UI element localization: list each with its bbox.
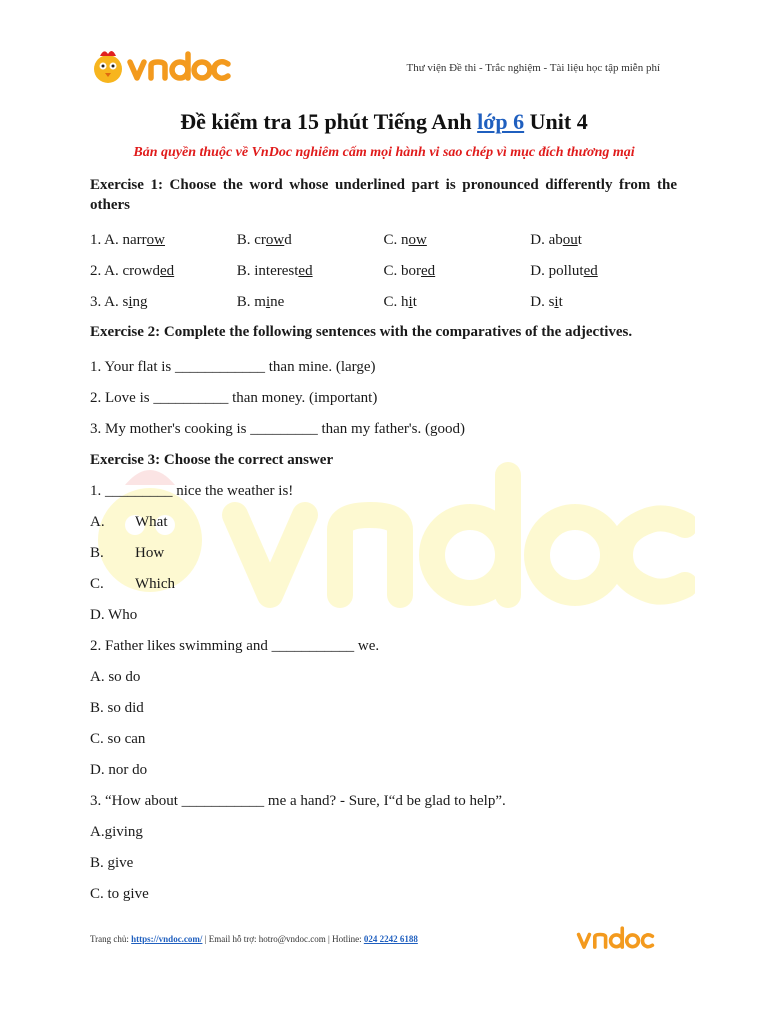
exercise1-option: B. interested: [236, 263, 313, 279]
vndoc-logo[interactable]: [90, 42, 240, 92]
exercise1-option: 3. A. sing: [90, 294, 148, 310]
exercise1-row: [90, 287, 677, 318]
page-title: [0, 109, 768, 135]
exercise1-option: C. now: [383, 232, 427, 248]
question-2: 2. Father likes swimming and ___________ we.: [90, 638, 380, 654]
question-2-option: B. so did: [90, 700, 144, 716]
title-part2: Unit 4: [524, 109, 588, 134]
exercise1-option: 2. A. crowded: [90, 263, 175, 279]
exercise1-row: [90, 256, 677, 287]
exercise3-title: Exercise 3: Choose the correct answer: [90, 452, 334, 468]
exercise2-sentence: 1. Your flat is ____________ than mine. (large): [90, 359, 376, 375]
page-header: [90, 42, 690, 102]
footer-vndoc-logo[interactable]: [575, 924, 665, 954]
grade-link[interactable]: lớp 6: [477, 109, 525, 134]
exercise1-option: D. about: [530, 232, 582, 248]
exercise2-sentence: 2. Love is __________ than money. (important): [90, 390, 378, 406]
copyright-notice: Bản quyền thuộc về VnDoc nghiêm cấm mọi hành vi sao chép vì mục đích thương mại: [133, 145, 635, 160]
exercise1-option: D. polluted: [530, 263, 598, 279]
question-2-option: D. nor do: [90, 762, 148, 778]
exercise1-option: C. hit: [383, 294, 417, 310]
exercise2-sentence: 3. My mother's cooking is _________ than my father's. (good): [90, 421, 465, 437]
question-2-option: C. so can: [90, 731, 146, 747]
title-part1: Đề kiểm tra 15 phút Tiếng Anh: [180, 109, 478, 134]
exercise1-option: 1. A. narrow: [90, 232, 165, 248]
question-1-option: C. Which: [90, 576, 175, 592]
exercise1-option: B. crowd: [236, 232, 292, 248]
exercise1-table: [90, 225, 677, 318]
header-tagline: Thư viện Đề thi - Trắc nghiệm - Tài liệu học tập miễn phí: [406, 62, 660, 74]
question-1: 1. _________ nice the weather is!: [90, 483, 294, 499]
exercise1-option: C. bored: [383, 263, 436, 279]
exercise1-row: [90, 225, 677, 256]
question-1-option: A. What: [90, 514, 168, 530]
exercise2-title: Exercise 2: Complete the following sentences with the comparatives of the adjectives.: [90, 324, 633, 340]
question-3-option: B. give: [90, 855, 134, 871]
mascot-icon: [94, 51, 122, 83]
logo-text: [130, 54, 228, 78]
home-link[interactable]: https://vndoc.com/: [131, 934, 203, 944]
question-2-option: A. so do: [90, 669, 141, 685]
worksheet-content: [90, 175, 677, 910]
question-3-option: C. to give: [90, 886, 149, 902]
exercise1-option: D. sit: [530, 294, 563, 310]
question-3: 3. “How about ___________ me a hand? - Sure, I“d be glad to help”.: [90, 793, 506, 809]
exercise1-option: B. mine: [236, 294, 285, 310]
question-3-option: A.giving: [90, 824, 143, 840]
question-1-option: D. Who: [90, 607, 138, 623]
footer-text: Trang chủ: https://vndoc.com/ | Email hỗ trợ: hotro@vndoc.com | Hotline: 024 2242 6188: [90, 934, 418, 944]
hotline-link[interactable]: 024 2242 6188: [363, 934, 418, 944]
page-footer: [90, 930, 690, 954]
exercise1-title: Exercise 1: Choose the word whose underlined part is pronounced differently from the others: [90, 177, 677, 213]
question-1-option: B. How: [90, 545, 165, 561]
